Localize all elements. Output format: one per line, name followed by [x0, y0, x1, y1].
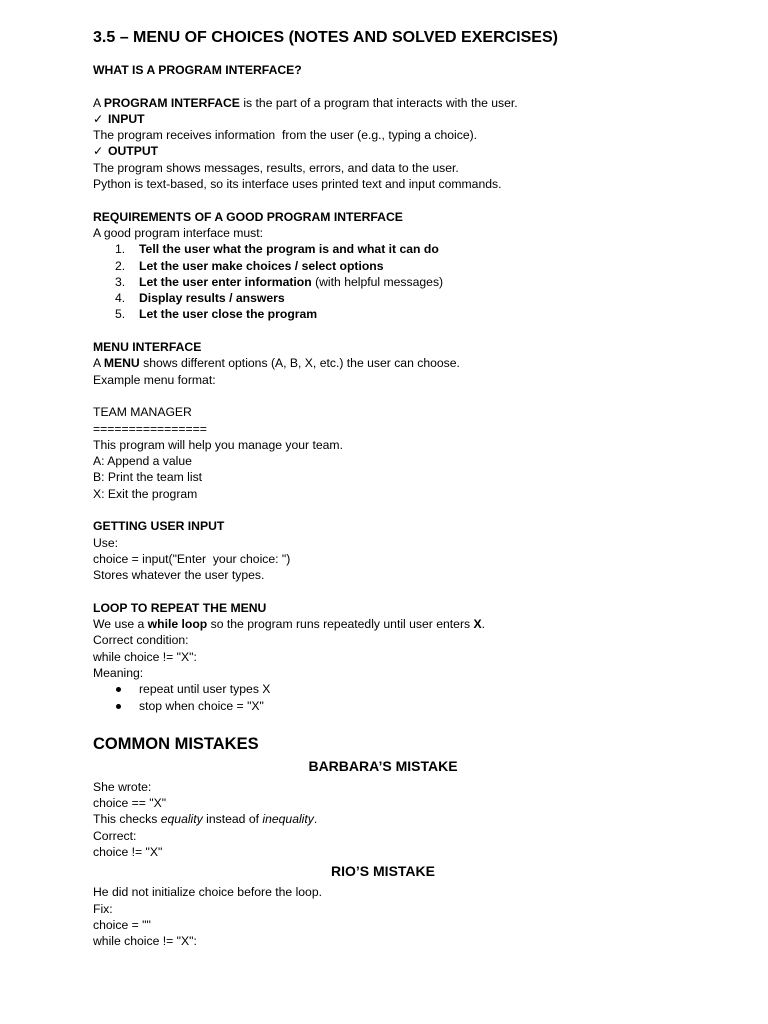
output-label: ✓ OUTPUT	[93, 144, 159, 159]
input-code: choice = input("Enter your choice: ")	[93, 551, 291, 566]
output-description: The program shows messages, results, errors, and data to the user.	[93, 160, 459, 175]
section-heading-program-interface: WHAT IS A PROGRAM INTERFACE?	[93, 63, 302, 77]
barbara-wrong-code: choice == "X"	[93, 796, 167, 811]
checkmark-icon: ✓	[93, 111, 104, 126]
section-heading-common-mistakes: COMMON MISTAKES	[93, 734, 259, 753]
menu-example-lead: Example menu format:	[93, 372, 216, 387]
requirements-lead: A good program interface must:	[93, 225, 264, 240]
menu-example-title: TEAM MANAGER	[93, 405, 192, 420]
rio-fix-label: Fix:	[93, 901, 113, 916]
menu-example-rule: ================	[93, 421, 207, 436]
section-heading-user-input: GETTING USER INPUT	[93, 519, 225, 534]
list-item: repeat until user types X	[93, 681, 733, 697]
rio-fix-code-loop: while choice != "X":	[93, 934, 197, 949]
menu-example-description: This program will help you manage your team.	[93, 437, 343, 452]
meaning-list	[93, 681, 733, 714]
list-item: 3. Let the user enter information (with helpful messages)	[115, 274, 444, 289]
barbara-wrote-label: She wrote:	[93, 779, 152, 794]
menu-example-option-x: X: Exit the program	[93, 486, 198, 501]
meaning-label: Meaning:	[93, 665, 144, 680]
menu-example-option-a: A: Append a value	[93, 454, 192, 469]
use-label: Use:	[93, 535, 119, 550]
menu-example-option-b: B: Print the team list	[93, 470, 203, 485]
list-item: 1. Tell the user what the program is and what it can do	[115, 242, 439, 257]
document-page	[93, 28, 733, 950]
barbara-explanation: This checks equality instead of inequality.	[93, 812, 318, 827]
bullet-icon	[116, 687, 121, 692]
bullet-icon	[116, 704, 121, 709]
barbara-mistake-heading: BARBARA’S MISTAKE	[308, 757, 458, 774]
list-item: stop when choice = "X"	[93, 698, 733, 714]
python-description: Python is text-based, so its interface uses printed text and input commands.	[93, 177, 502, 192]
section-heading-loop: LOOP TO REPEAT THE MENU	[93, 600, 267, 615]
input-description: The program receives information from the user (e.g., typing a choice).	[93, 128, 478, 143]
section-heading-requirements: REQUIREMENTS OF A GOOD PROGRAM INTERFACE	[93, 209, 403, 224]
list-item: 5. Let the user close the program	[115, 307, 318, 322]
checkmark-icon: ✓	[93, 144, 104, 159]
correct-condition-label: Correct condition:	[93, 633, 189, 648]
program-interface-definition: A PROGRAM INTERFACE is the part of a program that interacts with the user.	[93, 95, 518, 110]
loop-description: We use a while loop so the program runs repeatedly until user enters X.	[93, 617, 486, 632]
barbara-correct-code: choice != "X"	[93, 845, 163, 860]
list-item: 2. Let the user make choices / select options	[115, 258, 384, 273]
rio-explanation: He did not initialize choice before the loop.	[93, 885, 322, 900]
input-label: ✓ INPUT	[93, 111, 145, 126]
input-note: Stores whatever the user types.	[93, 568, 265, 583]
document-title: 3.5 – MENU OF CHOICES (NOTES AND SOLVED EXERCISES)	[93, 29, 558, 46]
rio-mistake-heading: RIO’S MISTAKE	[331, 863, 435, 880]
requirements-list	[93, 241, 733, 322]
rio-fix-code-init: choice = ""	[93, 917, 151, 932]
barbara-correct-label: Correct:	[93, 828, 137, 843]
loop-code: while choice != "X":	[93, 649, 197, 664]
section-heading-menu-interface: MENU INTERFACE	[93, 340, 202, 355]
menu-definition: A MENU shows different options (A, B, X, etc.) the user can choose.	[93, 356, 460, 371]
list-item: 4. Display results / answers	[115, 291, 285, 306]
